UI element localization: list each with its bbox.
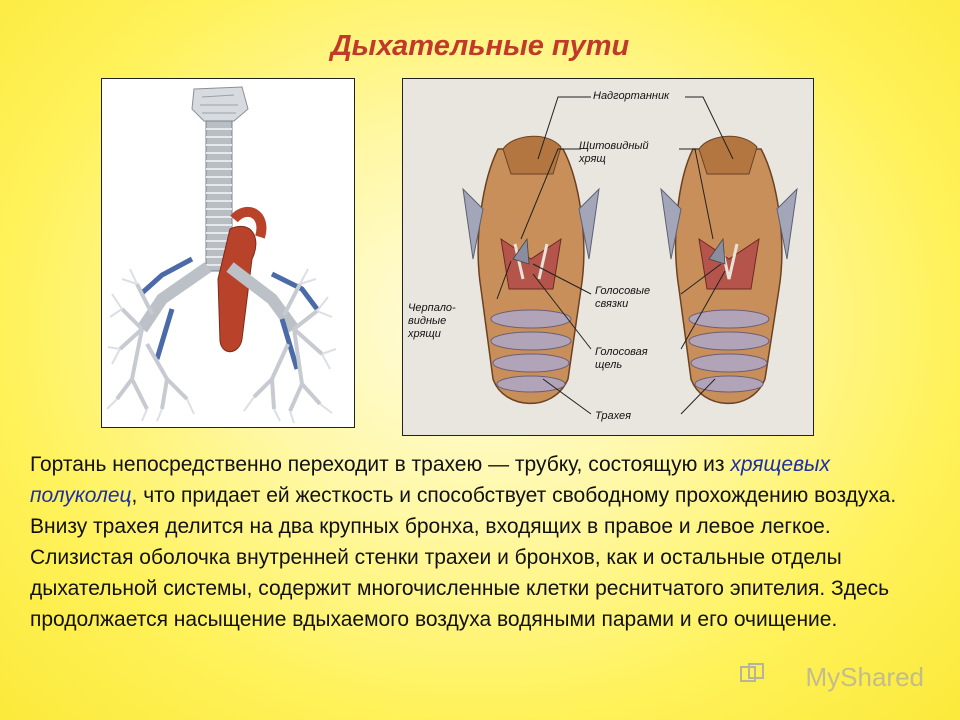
watermark-logo-icon bbox=[740, 663, 766, 685]
label-thyroid-line1: Щитовидный bbox=[579, 140, 649, 152]
label-glottis-line1: Голосовая bbox=[595, 346, 648, 358]
larynx-illustration bbox=[402, 78, 814, 436]
label-arytenoid-line3: хрящи bbox=[408, 328, 441, 340]
label-epiglottis: Надгортанник bbox=[593, 90, 670, 102]
watermark: MyShared bbox=[805, 662, 924, 692]
label-vocal-cords-line2: связки bbox=[595, 298, 629, 310]
label-arytenoid-line1: Черпало- bbox=[408, 302, 456, 314]
trachea-bronchi-illustration bbox=[101, 78, 355, 428]
larynx-drawing bbox=[403, 79, 813, 435]
label-glottis-line2: щель bbox=[595, 359, 623, 371]
trachea-bronchi-drawing bbox=[102, 79, 354, 427]
body-text-part2: , что придает ей жесткость и способствует свободному прохождению воздуха. Внизу трахея делится на два крупных бронха, входящих в правое и левое легкое. Слизистая оболочка внутренней стенки трахеи и бронхов, как и остальные отделы дыхательной системы, содержит многочисленные клетки реснитчатого эпителия. Здесь продолжается насыщение вдыхаемого воздуха водяными парами и его очищение. bbox=[30, 484, 897, 631]
body-paragraph bbox=[30, 449, 930, 635]
label-thyroid-line2: хрящ bbox=[579, 153, 606, 165]
label-arytenoid-line2: видные bbox=[408, 315, 447, 327]
slide-title: Дыхательные пути bbox=[330, 30, 630, 62]
highlighted-term: хрящевых полуколец bbox=[30, 453, 830, 507]
label-vocal-cords-line1: Голосовые bbox=[595, 285, 651, 297]
body-text-part1: Гортань непосредственно переходит в трахею — трубку, состоящую из bbox=[30, 453, 731, 476]
label-trachea: Трахея bbox=[595, 410, 631, 422]
